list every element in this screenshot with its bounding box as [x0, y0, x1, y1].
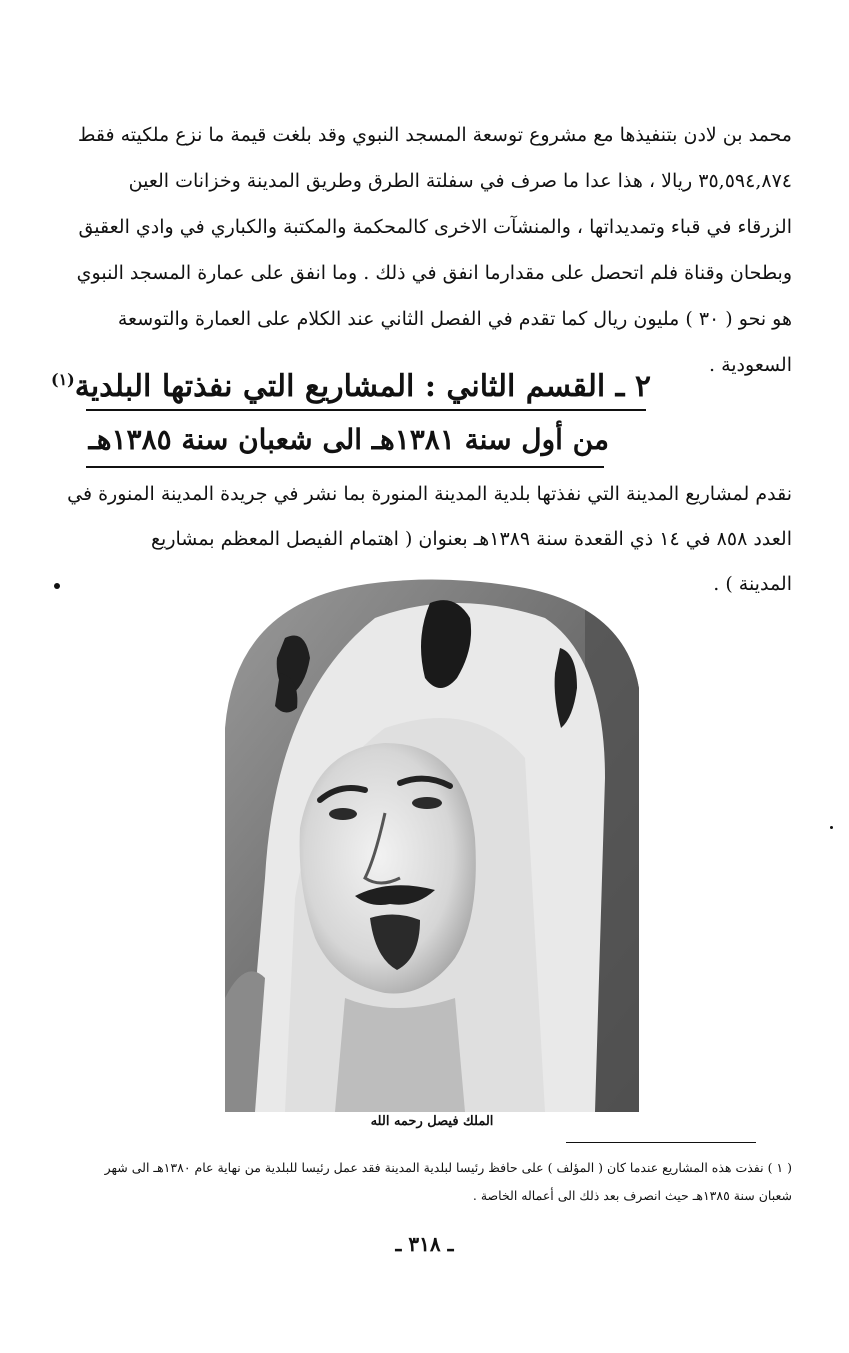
intro-line: العدد ٨٥٨ في ١٤ ذي القعدة سنة ١٣٨٩هـ بعنوان ( اهتمام الفيصل المعظم بمشاريع — [150, 528, 792, 550]
body-line: السعودية . — [708, 354, 792, 376]
footnote-separator — [566, 1142, 756, 1143]
body-line: محمد بن لادن بتنفيذها مع مشروع توسعة المسجد النبوي وقد بلغت قيمة ما نزع ملكيته فقط — [77, 124, 792, 146]
portrait-photo — [225, 578, 639, 1112]
footnote-reference: (١) — [51, 370, 75, 389]
page-number: ـ ٣١٨ ـ — [395, 1232, 454, 1256]
section-heading — [51, 358, 651, 409]
footnote — [86, 1154, 792, 1210]
subheading-underline — [86, 466, 604, 468]
photo-caption: الملك فيصل رحمه الله — [370, 1114, 494, 1129]
intro-line: نقدم لمشاريع المدينة التي نفذتها بلدية المدينة المنورة بما نشر في جريدة المدينة المنورة في — [67, 483, 792, 505]
body-line: الزرقاء في قباء وتمديداتها ، والمنشآت الاخرى كالمحكمة والمكتبة والكباري في وادي العقيق — [78, 216, 792, 238]
intro-line: المدينة ) . — [713, 573, 792, 595]
ink-speck — [54, 583, 60, 589]
body-paragraph — [76, 112, 792, 388]
body-line: وبطحان وقناة فلم اتحصل على مقدارما انفق في ذلك . وما انفق على عمارة المسجد النبوي — [76, 262, 792, 284]
ink-speck — [830, 826, 833, 829]
heading-underline — [86, 409, 646, 411]
section-heading-text: ٢ ـ القسم الثاني : المشاريع التي نفذتها البلدية — [74, 369, 651, 404]
section-subheading: من أول سنة ١٣٨١هـ الى شعبان سنة ١٣٨٥هـ — [88, 423, 609, 456]
body-line: ٣٥,٥٩٤,٨٧٤ ريالا ، هذا عدا ما صرف في سفلتة الطرق وطريق المدينة وخزانات العين — [128, 170, 792, 192]
footnote-line: شعبان سنة ١٣٨٥هـ حيث انصرف بعد ذلك الى أعماله الخاصة . — [472, 1188, 792, 1203]
body-line: هو نحو ( ٣٠ ) مليون ريال كما تقدم في الفصل الثاني عند الكلام على العمارة والتوسعة — [117, 308, 792, 330]
footnote-line: ( ١ ) نفذت هذه المشاريع عندما كان ( المؤلف ) على حافظ رئيسا لبلدية المدينة فقد عمل رئيسا للبلدية من نهاية عام ١٣٨٠هـ الى شهر — [104, 1160, 792, 1175]
